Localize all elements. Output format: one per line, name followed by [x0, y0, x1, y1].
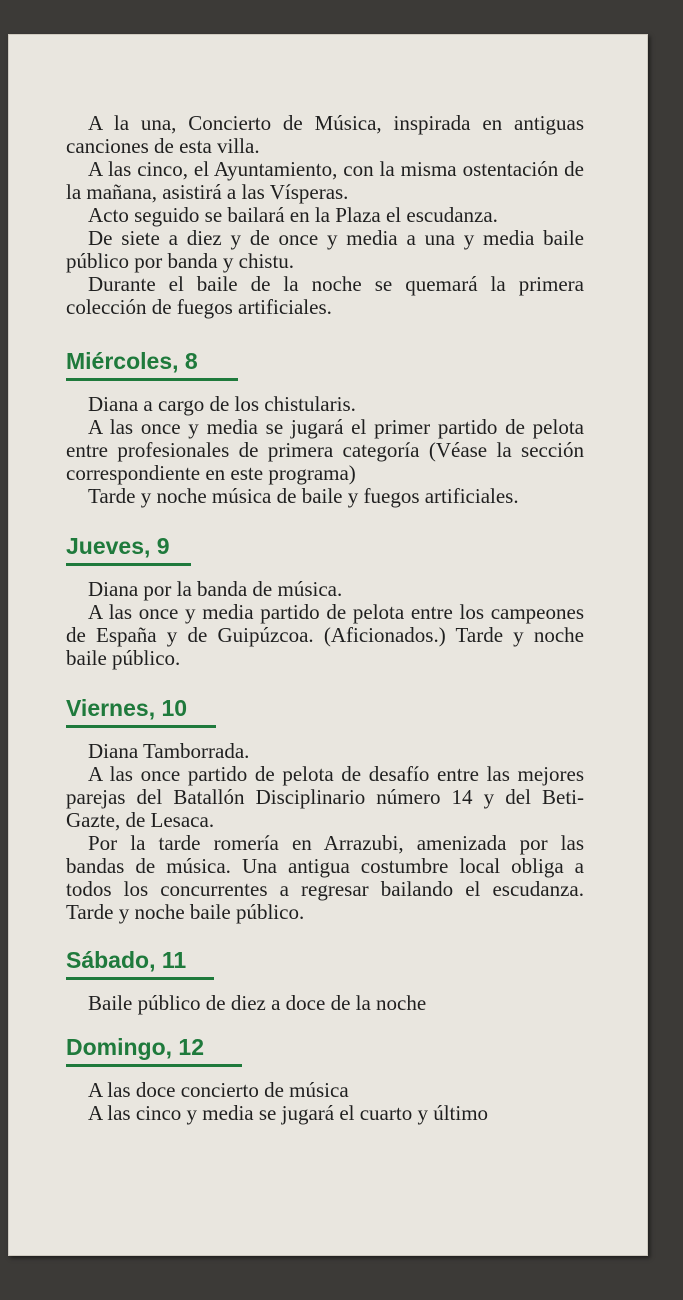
day-heading: Miércoles, 8: [66, 348, 198, 374]
intro-paragraph: A las cinco, el Ayuntamiento, con la misma ostentación de la mañana, asistirá a las Vísperas.: [66, 157, 584, 204]
program-content: [66, 112, 584, 1125]
heading-underline: [66, 977, 214, 980]
heading-underline: [66, 378, 238, 381]
day-paragraph: Diana Tamborrada.: [88, 739, 250, 763]
day-heading: Domingo, 12: [66, 1034, 205, 1060]
day-paragraph: Por la tarde romería en Arrazubi, amenizada por las bandas de música. Una antigua costumbre local obliga a todos los concurrentes a regresar bailando el escudanza. Tarde y noche baile público.: [66, 831, 584, 924]
day-paragraph: A las doce concierto de música: [88, 1078, 349, 1102]
day-paragraph: A las once partido de pelota de desafío entre las mejores parejas del Batallón Disciplinario número 14 y del Beti-Gazte, de Lesaca.: [66, 762, 584, 832]
intro-section: [66, 112, 584, 319]
day-section-friday: [66, 694, 584, 924]
day-paragraph: A las once y media partido de pelota entre los campeones de España y de Guipúzcoa. (Aficionados.) Tarde y noche baile público.: [66, 600, 584, 670]
day-heading: Viernes, 10: [66, 695, 188, 721]
program-page: [8, 34, 648, 1256]
day-paragraph: Tarde y noche música de baile y fuegos artificiales.: [88, 484, 519, 508]
day-heading: Jueves, 9: [66, 533, 170, 559]
day-paragraph: Diana por la banda de música.: [88, 577, 343, 601]
day-section-wednesday: [66, 347, 584, 508]
day-paragraph: Baile público de diez a doce de la noche: [88, 991, 427, 1015]
intro-paragraph: Acto seguido se bailará en la Plaza el escudanza.: [88, 203, 498, 227]
day-heading: Sábado, 11: [66, 947, 187, 973]
heading-underline: [66, 1064, 242, 1067]
day-section-sunday: [66, 1033, 584, 1125]
day-paragraph: A las cinco y media se jugará el cuarto y último: [88, 1101, 489, 1125]
day-section-thursday: [66, 532, 584, 670]
day-paragraph: A las once y media se jugará el primer partido de pelota entre profesionales de primera categoría (Véase la sección correspondiente en este programa): [66, 415, 584, 485]
heading-underline: [66, 725, 216, 728]
intro-paragraph: De siete a diez y de once y media a una y media baile público por banda y chistu.: [66, 226, 584, 273]
heading-underline: [66, 563, 191, 566]
day-section-saturday: [66, 946, 584, 1015]
intro-paragraph: Durante el baile de la noche se quemará la primera colección de fuegos artificiales.: [66, 272, 584, 319]
day-paragraph: Diana a cargo de los chistularis.: [88, 392, 356, 416]
intro-paragraph: A la una, Concierto de Música, inspirada en antiguas canciones de esta villa.: [66, 111, 584, 158]
